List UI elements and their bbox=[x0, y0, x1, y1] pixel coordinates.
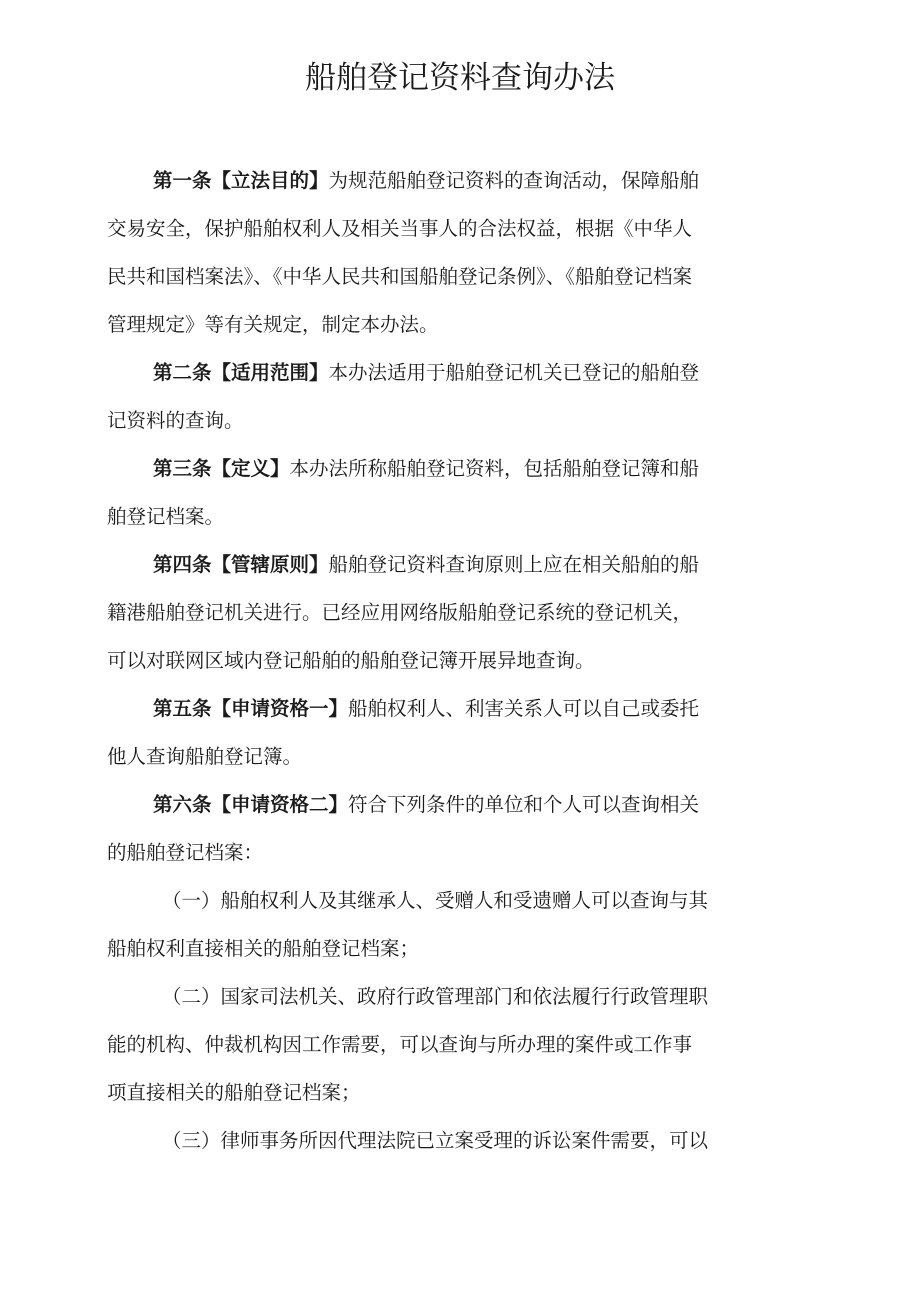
article-6-heading: 第六条【申请资格二】 bbox=[153, 793, 349, 816]
article-1-line-2: 交易安全，保护船舶权利人及相关当事人的合法权益，根据《中华人 bbox=[107, 217, 693, 240]
article-2-heading: 第二条【适用范围】 bbox=[153, 361, 329, 384]
article-5-line-1: 第五条【申请资格一】船舶权利人、利害关系人可以自己或委托 bbox=[153, 697, 700, 720]
article-2-line-1: 第二条【适用范围】本办法适用于船舶登记机关已登记的船舶登 bbox=[153, 361, 700, 384]
article-4-heading: 第四条【管辖原则】 bbox=[153, 553, 329, 576]
article-6-line-1: 第六条【申请资格二】符合下列条件的单位和个人可以查询相关 bbox=[153, 793, 700, 816]
article-6-item-1-line-2: 船舶权利直接相关的船舶登记档案； bbox=[107, 937, 420, 960]
article-6-item-2-line-2: 能的机构、仲裁机构因工作需要，可以查询与所办理的案件或工作事 bbox=[107, 1033, 693, 1056]
article-4-line-2: 籍港船舶登记机关进行。已经应用网络版船舶登记系统的登记机关， bbox=[107, 601, 693, 624]
article-6-item-2-line-1: （二）国家司法机关、政府行政管理部门和依法履行行政管理职 bbox=[162, 985, 709, 1008]
article-1-line-3: 民共和国档案法》、《中华人民共和国船舶登记条例》、《船舶登记档案 bbox=[107, 265, 693, 288]
article-3-line-1: 第三条【定义】本办法所称船舶登记资料，包括船舶登记簿和船 bbox=[153, 457, 700, 480]
article-1-line-1: 第一条【立法目的】为规范船舶登记资料的查询活动，保障船舶 bbox=[153, 169, 700, 192]
page-title: 船舶登记资料查询办法 bbox=[305, 60, 615, 96]
article-2-line-2: 记资料的查询。 bbox=[107, 409, 244, 432]
article-5-heading: 第五条【申请资格一】 bbox=[153, 697, 349, 720]
article-3-line-2: 舶登记档案。 bbox=[107, 505, 225, 528]
article-6-item-1-line-1: （一）船舶权利人及其继承人、受赠人和受遗赠人可以查询与其 bbox=[162, 889, 709, 912]
article-6-item-2-line-3: 项直接相关的船舶登记档案； bbox=[107, 1081, 361, 1104]
article-5-line-2: 他人查询船舶登记簿。 bbox=[107, 745, 303, 768]
article-6-line-2: 的船舶登记档案： bbox=[107, 841, 264, 864]
article-3-heading: 第三条【定义】 bbox=[153, 457, 290, 480]
article-4-line-3: 可以对联网区域内登记船舶的船舶登记簿开展异地查询。 bbox=[107, 649, 595, 672]
article-4-line-1: 第四条【管辖原则】船舶登记资料查询原则上应在相关船舶的船 bbox=[153, 553, 700, 576]
article-1-heading: 第一条【立法目的】 bbox=[153, 169, 329, 192]
article-6-item-3-line-1: （三）律师事务所因代理法院已立案受理的诉讼案件需要，可以 bbox=[162, 1129, 709, 1152]
article-1-line-4: 管理规定》等有关规定，制定本办法。 bbox=[107, 313, 439, 336]
